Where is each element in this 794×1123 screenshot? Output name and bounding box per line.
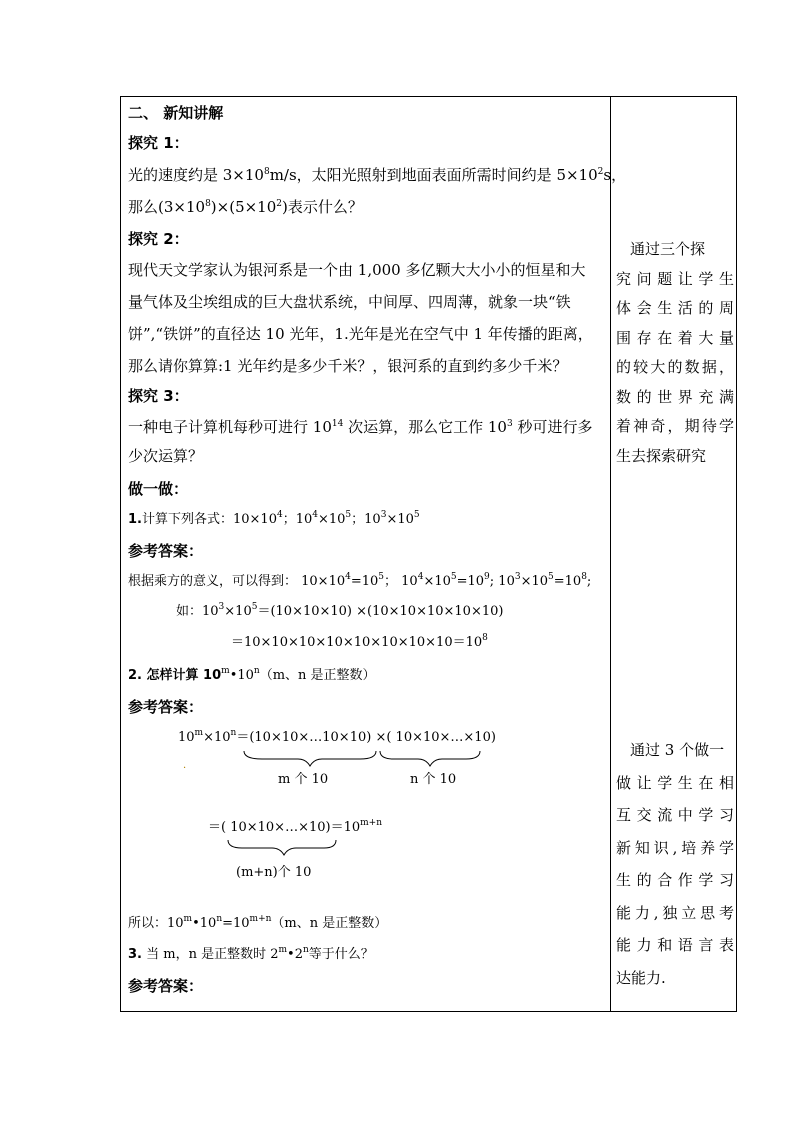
explore2-line: 那么请你算算:1 光年约是多少千米？，银河系的直到约多少千米？ bbox=[128, 357, 568, 375]
side-note-line: 究问题让学生 bbox=[616, 269, 734, 288]
explore2-line: 量气体及尘埃组成的巨大盘状系统，中间厚、四周薄，就象一块“铁 bbox=[128, 293, 571, 311]
explore2-line: 饼”,“铁饼”的直径达 10 光年，1.光年是光在空气中 1 年传播的距离， bbox=[128, 325, 593, 343]
side-note-line: 能力和语言表 bbox=[616, 936, 734, 954]
side-note-line: 通过 3 个做一 bbox=[630, 741, 725, 759]
stray-dot: · bbox=[183, 763, 187, 774]
side-note-line: 数的世界充满 bbox=[616, 387, 734, 406]
answer1-line1: 根据乘方的意义，可以得到： $10\times 10^4=10^5$； $10^4\times 10^5=10^9$; $10^3\times 10^5=10^8$; bbox=[128, 572, 592, 589]
lesson-table bbox=[120, 96, 737, 1012]
explore2-heading: 探究 2： bbox=[128, 230, 189, 248]
column-divider bbox=[610, 97, 611, 1011]
brace-underbrace bbox=[242, 749, 492, 769]
explore3-line2: 少次运算？ bbox=[128, 447, 204, 465]
answer1-heading: 参考答案： bbox=[128, 542, 204, 560]
explore1-line2: 那么$(3\times 10^8)\times(5\times 10^2)$表示什么？ bbox=[128, 198, 363, 216]
do-it-heading: 做一做： bbox=[128, 480, 189, 498]
explore1-line1: 光的速度约是 $3\times 10^8m/s$，太阳光照射到地面表面所需时间约是 $5\times 10^2s$， bbox=[128, 166, 627, 184]
brace-label-n: n 个 10 bbox=[410, 772, 457, 787]
side-note-explore bbox=[616, 235, 734, 471]
q2-text: 2. 怎样计算 10$^m$•10$^n$（m、n 是正整数） bbox=[128, 666, 376, 683]
side-note-line: 达能力. bbox=[616, 968, 666, 987]
side-note-line: 体会生活的周 bbox=[616, 299, 734, 317]
answer2-heading: 参考答案： bbox=[128, 698, 204, 716]
brace-label-mn: (m+n)个 10 bbox=[236, 865, 312, 880]
brace-label-m: m 个 10 bbox=[278, 772, 329, 787]
side-note-line: 互交流中学习 bbox=[616, 806, 734, 824]
q3-text: 3. 当 m，n 是正整数时 2$^m$•2$^n$等于什么？ bbox=[128, 945, 374, 962]
section-title: 二、 新知讲解 bbox=[128, 104, 224, 122]
side-note-line: 生的合作学习 bbox=[616, 871, 734, 889]
side-note-line: 通过三个探 bbox=[630, 240, 706, 258]
explore2-line: 现代天文学家认为银河系是一个由 1,000 多亿颗大大小小的恒星和大 bbox=[128, 261, 586, 279]
explore3-line1: 一种电子计算机每秒可进行 $10^{14}$ 次运算，那么它工作 $10^3$ 秒可进行多 bbox=[128, 418, 593, 436]
do-it-q1: 1.计算下列各式：$10\times 10^4$；$10^4\times 10^5$；$10^3\times 10^5$ bbox=[128, 510, 420, 527]
explore1-heading: 探究 1： bbox=[128, 134, 189, 152]
side-note-line: 的较大的数据， bbox=[616, 358, 734, 376]
side-note-line: 生去探索研究 bbox=[616, 446, 707, 465]
answer2-eq1: $10^m\times 10^n=(10\times 10\times\dots 10\times 10)$ ×( 10×10×…×10) bbox=[178, 728, 496, 745]
explore3-heading: 探究 3： bbox=[128, 387, 189, 405]
side-note-line: 围存在着大量 bbox=[616, 328, 734, 347]
brace-underbrace bbox=[226, 838, 346, 858]
side-note-line: 着神奇，期待学 bbox=[616, 417, 734, 435]
side-note-practice bbox=[616, 734, 734, 994]
side-note-line: 能力,独立思考 bbox=[616, 903, 734, 922]
answer2-eq2: ＝( $10\times 10\times\dots\times 10)=10^{m+n}$ bbox=[208, 818, 382, 835]
answer1-example: 如：$10^3\times 10^5=(10\times 10\times 10) \times(10\times 10\times 10\times 10\times 10)$ bbox=[176, 602, 504, 619]
answer1-example-result: $=10\times 10\times 10\times 10\times 10\times 10\times 10\times 10=10^8$ bbox=[231, 633, 488, 650]
answer3-heading: 参考答案： bbox=[128, 977, 204, 995]
side-note-line: 做让学生在相 bbox=[616, 773, 734, 792]
answer2-conclusion: 所以：$10^m•10^n=10^{m+n}(m$、n 是正整数） bbox=[128, 914, 388, 931]
side-note-line: 新知识,培养学 bbox=[616, 838, 734, 857]
